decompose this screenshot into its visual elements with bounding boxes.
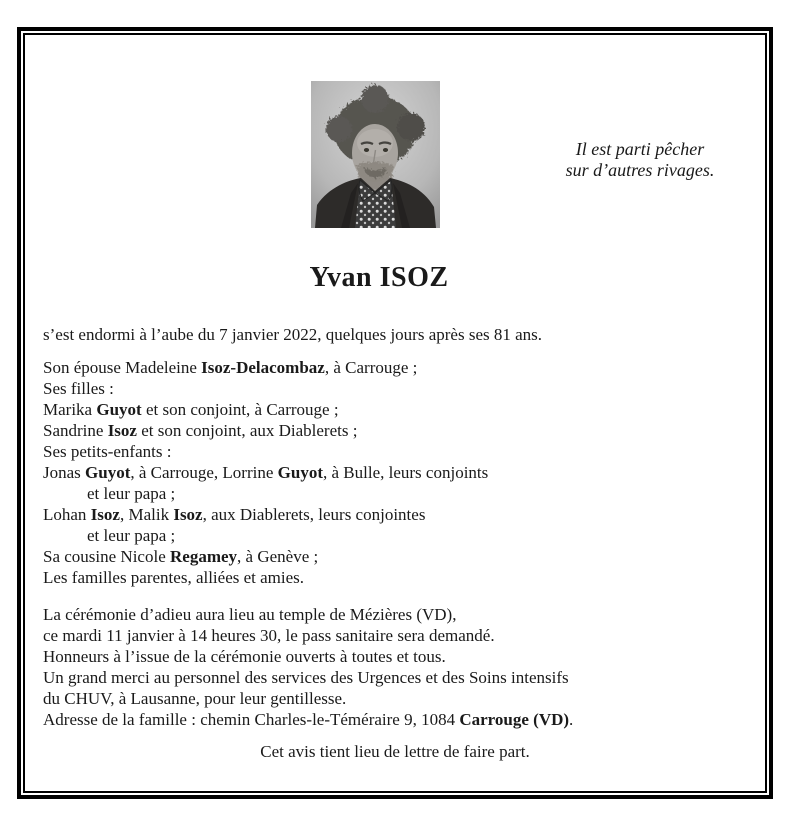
- text-line: Sandrine Isoz et son conjoint, aux Diablerets ;: [43, 421, 358, 440]
- bold-name: Guyot: [277, 463, 323, 482]
- bold-name: Carrouge (VD): [459, 710, 570, 729]
- bold-name: Isoz: [107, 421, 137, 440]
- announcement-line: s’est endormi à l’aube du 7 janvier 2022, quelques jours après ses 81 ans.: [43, 325, 543, 344]
- epitaph-line-1: Il est parti pêcher: [575, 139, 705, 159]
- portrait-photo-graphic: [311, 81, 440, 228]
- text-line: Jonas Guyot, à Carrouge, Lorrine Guyot, à Bulle, leurs conjoints: [43, 463, 489, 482]
- bold-name: Regamey: [170, 547, 238, 566]
- text-line: du CHUV, à Lausanne, pour leur gentillesse.: [43, 689, 347, 708]
- bold-name: Isoz-Delacombaz: [201, 358, 325, 377]
- epitaph: [550, 139, 730, 181]
- portrait-photo: [311, 81, 440, 228]
- bold-name: Isoz: [90, 505, 120, 524]
- bold-name: Guyot: [85, 463, 131, 482]
- text-line: La cérémonie d’adieu aura lieu au temple de Mézières (VD),: [43, 605, 457, 624]
- text-line: Lohan Isoz, Malik Isoz, aux Diablerets, leurs conjointes: [43, 505, 426, 524]
- text-line: Ses petits-enfants :: [43, 442, 172, 461]
- deceased-name: Yvan ISOZ: [309, 262, 449, 293]
- text-line: Un grand merci au personnel des services des Urgences et des Soins intensifs: [43, 668, 569, 687]
- text-line: Honneurs à l’issue de la cérémonie ouverts à toutes et tous.: [43, 647, 446, 666]
- epitaph-line-2: sur d’autres rivages.: [565, 160, 715, 180]
- text-line: Marika Guyot et son conjoint, à Carrouge ;: [43, 400, 339, 419]
- text-line: Adresse de la famille : chemin Charles-le-Téméraire 9, 1084 Carrouge (VD).: [43, 710, 574, 729]
- text-line: Sa cousine Nicole Regamey, à Genève ;: [43, 547, 319, 566]
- bold-name: Guyot: [96, 400, 142, 419]
- text-line: Ses filles :: [43, 379, 114, 398]
- ceremony-details: [43, 604, 573, 730]
- text-line: Les familles parentes, alliées et amies.: [43, 568, 305, 587]
- text-line: Son épouse Madeleine Isoz-Delacombaz, à Carrouge ;: [43, 358, 418, 377]
- closing-line: Cet avis tient lieu de lettre de faire part.: [260, 742, 530, 761]
- text-line: et leur papa ;: [87, 484, 176, 503]
- text-line: et leur papa ;: [87, 526, 176, 545]
- bold-name: Isoz: [173, 505, 203, 524]
- text-line: ce mardi 11 janvier à 14 heures 30, le pass sanitaire sera demandé.: [43, 626, 495, 645]
- family-list: [43, 357, 488, 588]
